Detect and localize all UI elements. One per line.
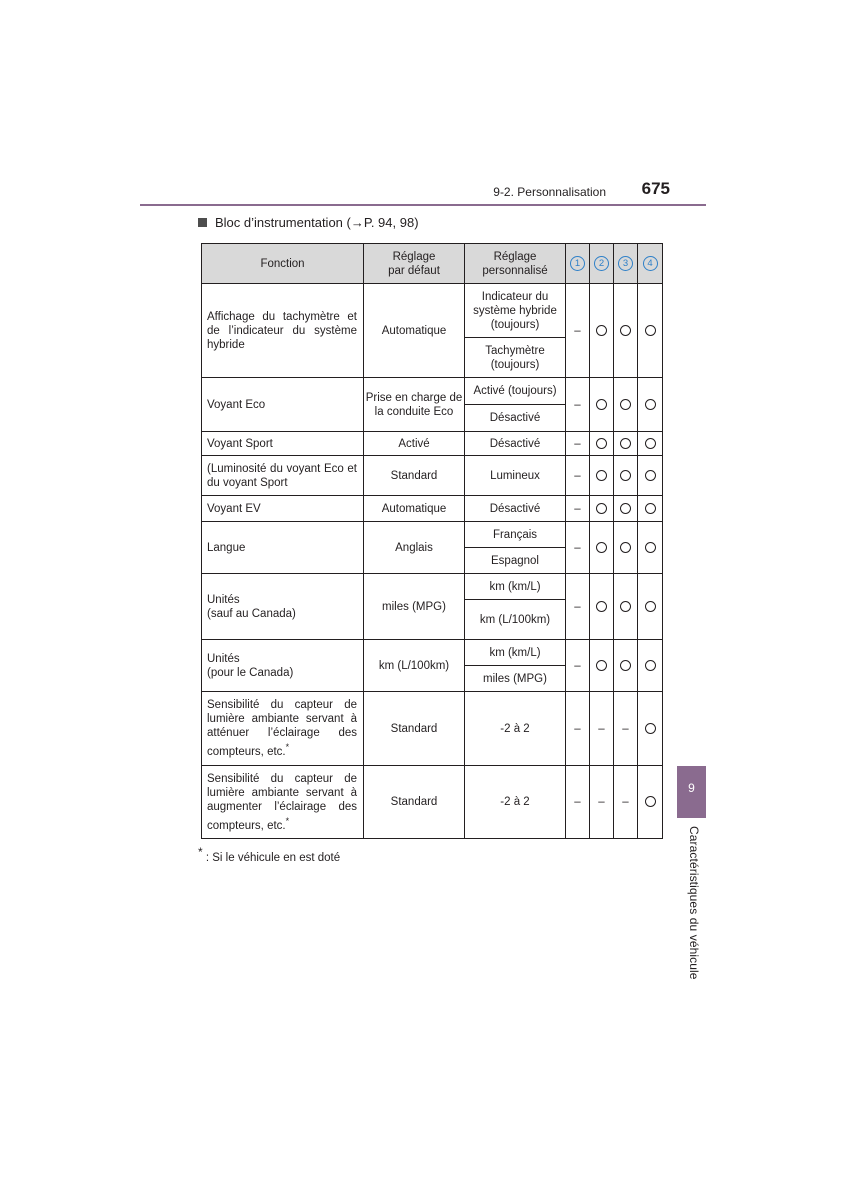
cell-option: km (L/100km) [465,600,566,640]
page-number: 675 [641,179,670,198]
cell-mark-4 [638,640,663,692]
table-row [202,432,663,456]
cell-mark-2 [590,574,614,640]
circled-number-4: 4 [643,256,658,271]
chapter-tab: 9 [677,766,706,818]
circled-number-1: 1 [570,256,585,271]
table-row [202,640,663,666]
circle-mark-icon [645,542,656,553]
cell-mark-1: – [566,284,590,378]
cell-mark-4 [638,522,663,574]
cell-mark-3 [614,574,638,640]
header-col-3 [614,244,638,284]
cell-mark-3 [614,496,638,522]
header-rule [140,204,706,206]
cell-mark-3: – [614,692,638,766]
cell-option: km (km/L) [465,640,566,666]
circle-mark-icon [596,399,607,410]
cell-mark-4 [638,378,663,432]
cell-mark-2: – [590,692,614,766]
header-perso: Réglage personnalisé [465,244,566,284]
cell-option: km (km/L) [465,574,566,600]
cell-mark-2 [590,522,614,574]
table-header-row [202,244,663,284]
circle-mark-icon [620,399,631,410]
cell-mark-1: – [566,496,590,522]
table-row [202,574,663,600]
cell-mark-2 [590,640,614,692]
cell-fonction: Sensibilité du capteur de lumière ambiante servant à atténuer l’éclairage des compteurs, etc.* [202,692,364,766]
circle-mark-icon [596,601,607,612]
cell-mark-4 [638,284,663,378]
cell-mark-4 [638,692,663,766]
cell-mark-4 [638,496,663,522]
cell-mark-1: – [566,640,590,692]
footnote-star: * [198,845,203,859]
cell-defaut: km (L/100km) [364,640,465,692]
circle-mark-icon [645,438,656,449]
cell-option: Désactivé [465,496,566,522]
circle-mark-icon [596,503,607,514]
circle-mark-icon [620,542,631,553]
cell-fonction: Unités (sauf au Canada) [202,574,364,640]
cell-mark-1: – [566,766,590,839]
cell-option: Activé (toujours) [465,378,566,405]
cell-defaut: Standard [364,456,465,496]
cell-mark-4 [638,432,663,456]
cell-option: -2 à 2 [465,766,566,839]
cell-mark-2 [590,496,614,522]
section-heading [198,215,419,230]
circle-mark-icon [645,796,656,807]
cell-mark-2 [590,284,614,378]
cell-mark-2 [590,456,614,496]
cell-defaut: Automatique [364,496,465,522]
footnote [198,845,340,864]
circle-mark-icon [596,542,607,553]
circle-mark-icon [645,470,656,481]
table-row [202,766,663,839]
circle-mark-icon [620,601,631,612]
section-heading-text: Bloc d’instrumentation (→P. 94, 98) [215,215,419,230]
cell-mark-2 [590,378,614,432]
cell-fonction: Voyant EV [202,496,364,522]
cell-option: miles (MPG) [465,666,566,692]
table-row [202,378,663,405]
section-name: 9-2. Personnalisation [493,185,606,199]
cell-mark-2 [590,432,614,456]
square-bullet-icon [198,218,207,227]
circle-mark-icon [596,470,607,481]
cell-mark-3 [614,284,638,378]
circled-number-3: 3 [618,256,633,271]
cell-defaut: miles (MPG) [364,574,465,640]
cell-defaut: Prise en charge de la conduite Eco [364,378,465,432]
table-row [202,496,663,522]
cell-mark-4 [638,766,663,839]
circle-mark-icon [645,723,656,734]
cell-defaut: Standard [364,766,465,839]
cell-option: Désactivé [465,405,566,432]
cell-defaut: Activé [364,432,465,456]
header-fonction: Fonction [202,244,364,284]
cell-fonction: Unités (pour le Canada) [202,640,364,692]
cell-mark-4 [638,574,663,640]
cell-mark-3 [614,456,638,496]
cell-mark-1: – [566,522,590,574]
cell-mark-4 [638,456,663,496]
header-col-2 [590,244,614,284]
circle-mark-icon [645,660,656,671]
circle-mark-icon [596,325,607,336]
cell-option: Indicateur du système hybride (toujours) [465,284,566,338]
circle-mark-icon [620,660,631,671]
cell-option: -2 à 2 [465,692,566,766]
header-col-1 [566,244,590,284]
cell-mark-3 [614,640,638,692]
cell-mark-1: – [566,432,590,456]
circle-mark-icon [596,660,607,671]
cell-option: Français [465,522,566,548]
table-row [202,522,663,548]
cell-mark-1: – [566,456,590,496]
table-row [202,692,663,766]
circle-mark-icon [645,503,656,514]
cell-mark-3 [614,432,638,456]
cell-mark-1: – [566,574,590,640]
settings-table [201,243,663,839]
cell-fonction: Voyant Eco [202,378,364,432]
footnote-text: : Si le véhicule en est doté [205,851,341,864]
cell-mark-1: – [566,692,590,766]
cell-mark-1: – [566,378,590,432]
circled-number-2: 2 [594,256,609,271]
cell-fonction: Affichage du tachymètre et de l’indicateur du système hybride [202,284,364,378]
cell-option: Désactivé [465,432,566,456]
cell-mark-3: – [614,766,638,839]
page-header [140,176,706,206]
cell-option: Espagnol [465,548,566,574]
cell-fonction: Voyant Sport [202,432,364,456]
chapter-label: Caractéristiques du véhicule [687,826,701,980]
circle-mark-icon [620,503,631,514]
cell-fonction: Langue [202,522,364,574]
cell-defaut: Anglais [364,522,465,574]
cell-option: Tachymètre (toujours) [465,338,566,378]
cell-defaut: Automatique [364,284,465,378]
header-col-4 [638,244,663,284]
circle-mark-icon [620,470,631,481]
circle-mark-icon [645,601,656,612]
cell-mark-3 [614,378,638,432]
circle-mark-icon [596,438,607,449]
cell-mark-3 [614,522,638,574]
cell-fonction: (Luminosité du voyant Eco et du voyant Sport [202,456,364,496]
circle-mark-icon [620,438,631,449]
cell-option: Lumineux [465,456,566,496]
circle-mark-icon [620,325,631,336]
table-row [202,284,663,338]
circle-mark-icon [645,399,656,410]
table-row [202,456,663,496]
cell-mark-2: – [590,766,614,839]
cell-fonction: Sensibilité du capteur de lumière ambiante servant à augmenter l’éclairage des compteurs, etc.* [202,766,364,839]
circle-mark-icon [645,325,656,336]
cell-defaut: Standard [364,692,465,766]
header-defaut: Réglage par défaut [364,244,465,284]
